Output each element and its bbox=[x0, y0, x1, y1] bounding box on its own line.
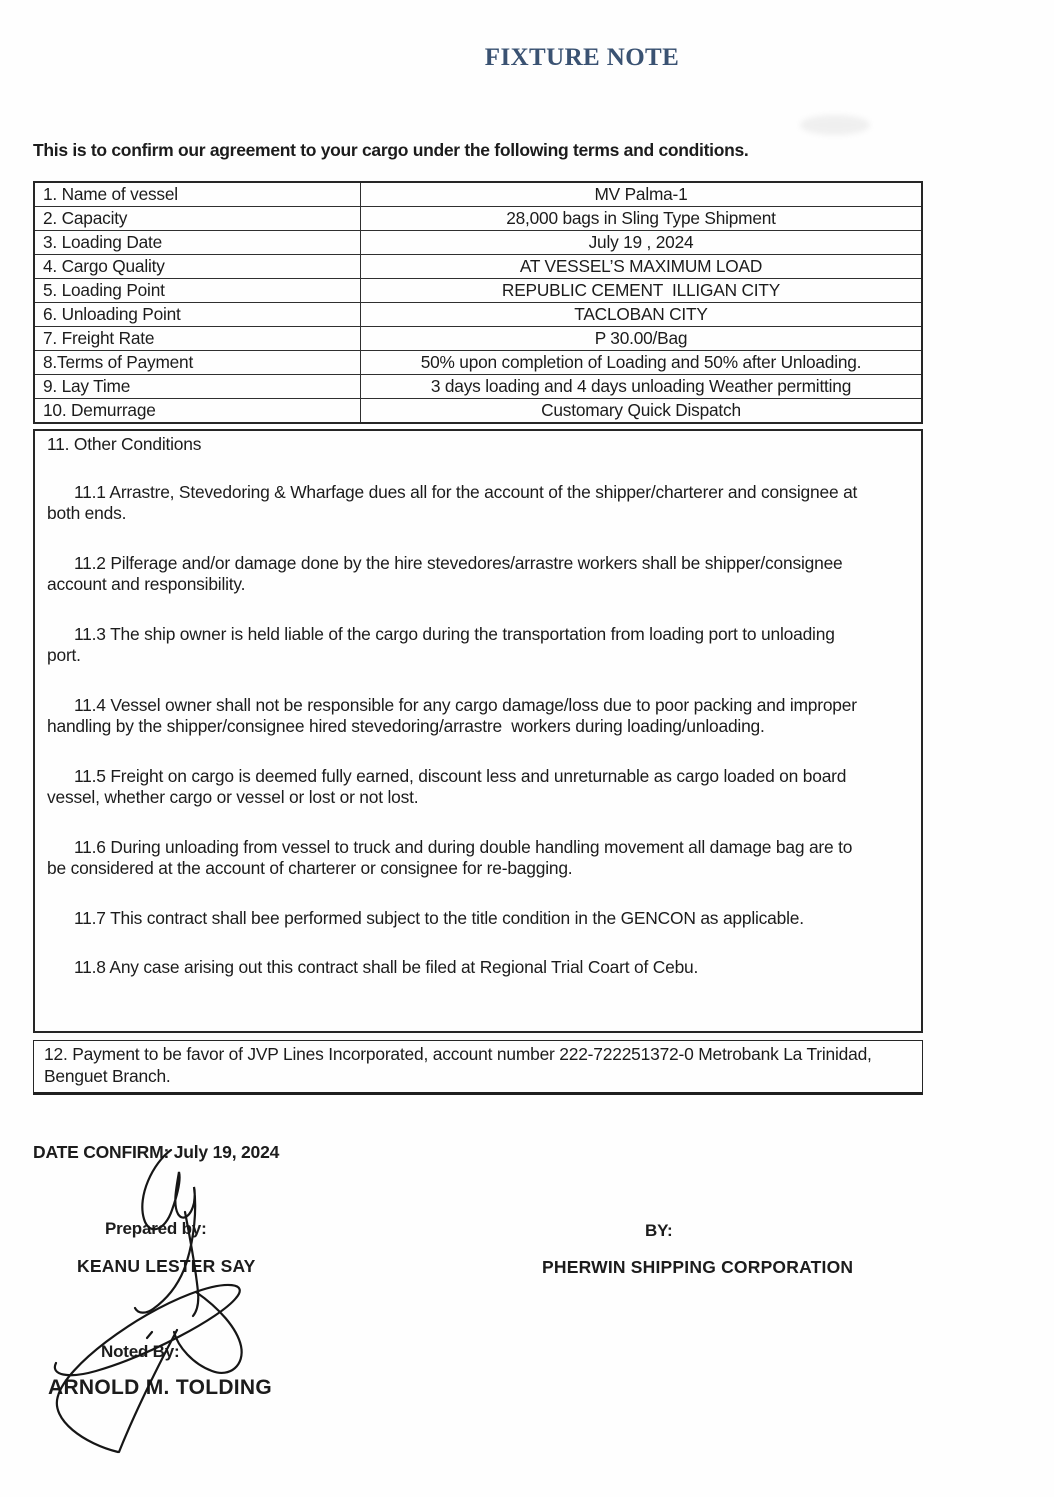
row-label: 5. Loading Point bbox=[34, 279, 361, 303]
row-value: 28,000 bags in Sling Type Shipment bbox=[361, 207, 923, 231]
noted-by-label: Noted By: bbox=[101, 1342, 180, 1361]
intro-statement: This is to confirm our agreement to your cargo under the following terms and conditions. bbox=[33, 140, 749, 160]
row-label: 6. Unloading Point bbox=[34, 303, 361, 327]
prepared-by-name: KEANU LESTER SAY bbox=[77, 1256, 256, 1276]
row-label: 8.Terms of Payment bbox=[34, 351, 361, 375]
table-row bbox=[34, 351, 922, 375]
other-conditions-section bbox=[33, 429, 923, 1033]
row-value: REPUBLIC CEMENT ILLIGAN CITY bbox=[361, 279, 923, 303]
date-confirm: DATE CONFIRM: July 19, 2024 bbox=[33, 1142, 280, 1162]
condition-item: 11.1 Arrastre, Stevedoring & Wharfage dues all for the account of the shipper/charterer and consignee at both ends. bbox=[47, 481, 862, 523]
row-label: 1. Name of vessel bbox=[34, 182, 361, 207]
table-row bbox=[34, 231, 922, 255]
by-label: BY: bbox=[645, 1221, 673, 1240]
row-label: 3. Loading Date bbox=[34, 231, 361, 255]
row-label: 10. Demurrage bbox=[34, 399, 361, 424]
condition-item: 11.6 During unloading from vessel to truck and during double handling movement all damage bag are to be considered at the account of charterer or consignee for re-bagging. bbox=[47, 836, 857, 878]
signature-arnold bbox=[55, 1285, 242, 1452]
table-row bbox=[34, 207, 922, 231]
noted-by-name: ARNOLD M. TOLDING bbox=[48, 1376, 273, 1399]
row-value: 3 days loading and 4 days unloading Weather permitting bbox=[361, 375, 923, 399]
row-value: MV Palma-1 bbox=[361, 182, 923, 207]
prepared-by-label: Prepared by: bbox=[105, 1219, 207, 1238]
condition-item: 11.7 This contract shall bee performed subject to the title condition in the GENCON as applicable. bbox=[74, 907, 804, 928]
payment-note-section: 12. Payment to be favor of JVP Lines Incorporated, account number 222-722251372-0 Metrobank La Trinidad, Benguet Branch. bbox=[33, 1040, 923, 1095]
condition-item: 11.3 The ship owner is held liable of the cargo during the transportation from loading port to unloading port. bbox=[47, 623, 840, 665]
scan-smudge bbox=[800, 115, 870, 135]
row-value: AT VESSEL’S MAXIMUM LOAD bbox=[361, 255, 923, 279]
row-value: P 30.00/Bag bbox=[361, 327, 923, 351]
table-row bbox=[34, 182, 922, 207]
page-title: FIXTURE NOTE bbox=[484, 44, 680, 71]
table-row bbox=[34, 303, 922, 327]
table-row bbox=[34, 279, 922, 303]
by-company-name: PHERWIN SHIPPING CORPORATION bbox=[542, 1257, 854, 1277]
row-value: Customary Quick Dispatch bbox=[361, 399, 923, 424]
terms-table bbox=[33, 181, 923, 424]
table-row bbox=[34, 255, 922, 279]
condition-item: 11.5 Freight on cargo is deemed fully earned, discount less and unreturnable as cargo loaded on board vessel, whether cargo or vessel or lost or not lost. bbox=[47, 765, 851, 807]
other-conditions-heading: 11. Other Conditions bbox=[47, 434, 202, 454]
row-label: 7. Freight Rate bbox=[34, 327, 361, 351]
condition-item: 11.2 Pilferage and/or damage done by the hire stevedores/arrastre workers shall be shipper/consignee account and responsibility. bbox=[47, 552, 848, 594]
row-label: 2. Capacity bbox=[34, 207, 361, 231]
table-row bbox=[34, 399, 922, 424]
table-row bbox=[34, 327, 922, 351]
table-row bbox=[34, 375, 922, 399]
condition-item: 11.4 Vessel owner shall not be responsible for any cargo damage/loss due to poor packing and improper handling by the shipper/consignee hired stevedoring/arrastre workers during loading/unloading. bbox=[47, 694, 862, 736]
condition-item: 11.8 Any case arising out this contract shall be filed at Regional Trial Coart of Cebu. bbox=[74, 957, 699, 977]
row-value: 50% upon completion of Loading and 50% after Unloading. bbox=[361, 351, 923, 375]
row-label: 9. Lay Time bbox=[34, 375, 361, 399]
row-value: July 19 , 2024 bbox=[361, 231, 923, 255]
row-value: TACLOBAN CITY bbox=[361, 303, 923, 327]
row-label: 4. Cargo Quality bbox=[34, 255, 361, 279]
